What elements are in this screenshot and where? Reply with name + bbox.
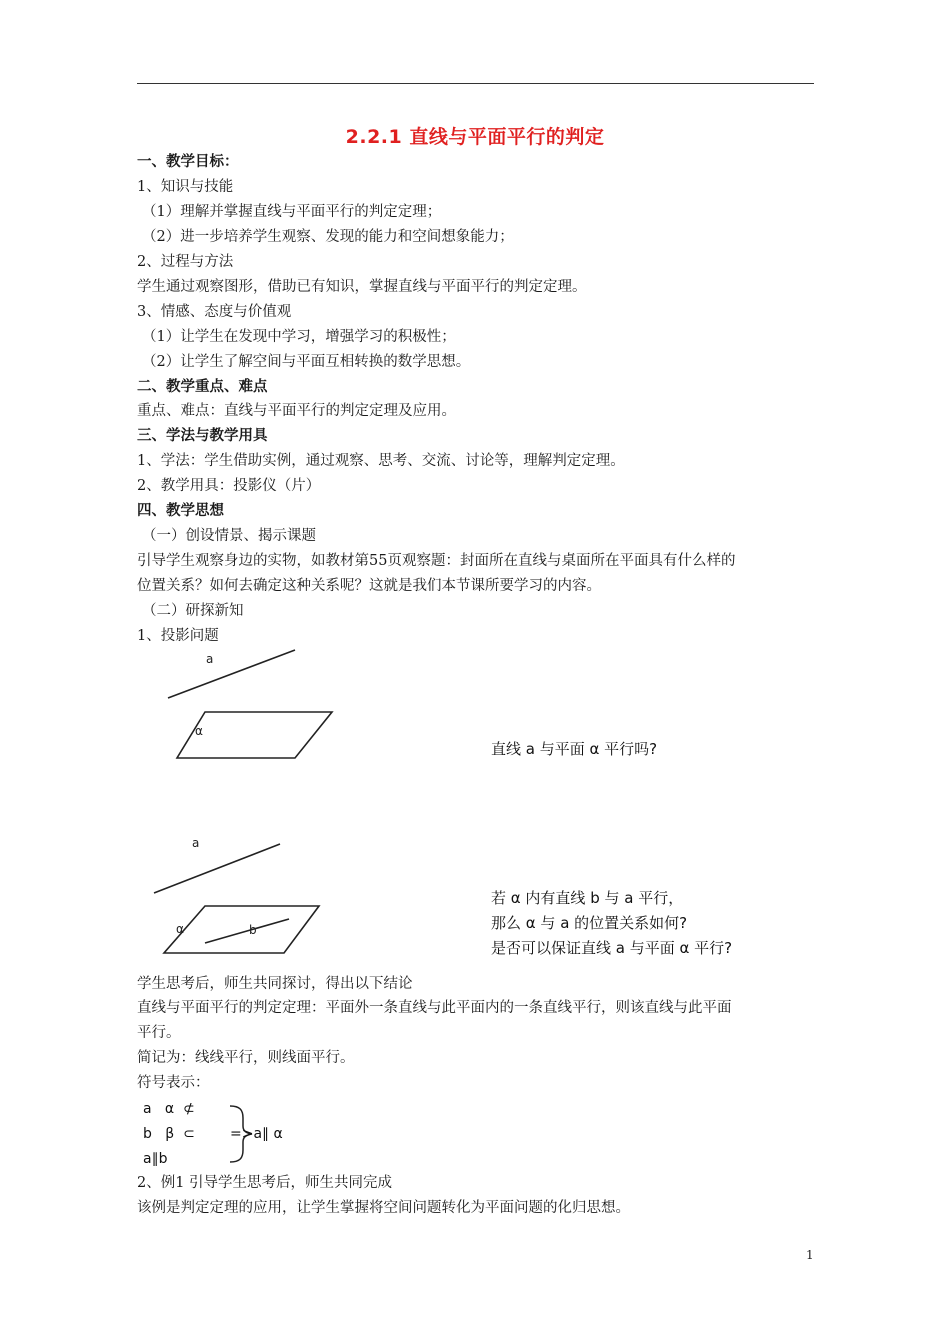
text-line: 平行。 [137, 1025, 181, 1041]
label-alpha: α [176, 922, 184, 936]
label-a: a [192, 836, 200, 850]
line-a [154, 844, 280, 893]
text-line: （2）让学生了解空间与平面互相转换的数学思想。 [142, 354, 471, 370]
figure2-question-1: 若 α 内有直线 b 与 a 平行， [491, 889, 684, 907]
text-line: 符号表示： [137, 1075, 210, 1091]
label-a: a [206, 652, 214, 666]
line-a [168, 650, 295, 698]
text-line: （一）创设情景、揭示课题 [142, 528, 316, 544]
section-heading-objectives: 一、教学目标： [137, 153, 239, 170]
symbol-result: =>a∥ α [230, 1126, 283, 1142]
symbol-row-1: a α ⊄ [143, 1101, 195, 1117]
text-line: （1）理解并掌握直线与平面平行的判定定理； [142, 204, 442, 220]
figure-line-plane-2 [145, 833, 330, 958]
text-line: 简记为：线线平行，则线面平行。 [137, 1050, 355, 1066]
text-line: 学生思考后，师生共同探讨，得出以下结论 [137, 976, 413, 992]
text-line: 该例是判定定理的应用，让学生掌握将空间问题转化为平面问题的化归思想。 [137, 1200, 630, 1216]
text-line: 3、情感、态度与价值观 [137, 304, 292, 320]
section-heading-ideas: 四、教学思想 [137, 502, 224, 519]
section-heading-methods: 三、学法与教学用具 [137, 427, 268, 444]
plane-alpha [164, 906, 319, 953]
text-line: （2）进一步培养学生观察、发现的能力和空间想象能力； [142, 229, 514, 245]
text-line: 1、投影问题 [137, 628, 219, 644]
text-line: 2、过程与方法 [137, 254, 234, 270]
symbol-row-2: b β ⊂ [143, 1126, 195, 1142]
figure2-question-2: 那么 α 与 a 的位置关系如何? [491, 914, 688, 932]
figure1-question: 直线 a 与平面 α 平行吗? [491, 740, 658, 758]
text-line: （二）研探新知 [142, 603, 244, 619]
line-b [205, 919, 289, 943]
text-line: 直线与平面平行的判定定理：平面外一条直线与此平面内的一条直线平行，则该直线与此平面 [137, 1000, 732, 1016]
text-line: 引导学生观察身边的实物，如教材第55页观察题：封面所在直线与桌面所在平面具有什么样的 [137, 553, 736, 569]
section-heading-keypoints: 二、教学重点、难点 [137, 378, 268, 395]
text-line: 重点、难点：直线与平面平行的判定定理及应用。 [137, 403, 456, 419]
symbol-row-3: a∥b [143, 1151, 168, 1167]
text-line: 位置关系？如何去确定这种关系呢？这就是我们本节课所要学习的内容。 [137, 578, 601, 594]
text-line: 学生通过观察图形，借助已有知识，掌握直线与平面平行的判定定理。 [137, 279, 587, 295]
page-title: 2.2.1 直线与平面平行的判定 [345, 126, 605, 148]
text-line: （1）让学生在发现中学习，增强学习的积极性； [142, 329, 456, 345]
text-line: 2、例1 引导学生思考后，师生共同完成 [137, 1175, 393, 1191]
text-line: 1、知识与技能 [137, 179, 234, 195]
label-b: b [249, 923, 257, 937]
text-line: 1、学法：学生借助实例，通过观察、思考、交流、讨论等，理解判定定理。 [137, 453, 625, 469]
figure-line-plane-1 [150, 645, 350, 770]
figure2-question-3: 是否可以保证直线 a 与平面 α 平行? [491, 939, 733, 957]
header-rule [137, 83, 814, 84]
page-number: 1 [806, 1248, 814, 1262]
label-alpha: α [195, 724, 203, 738]
text-line: 2、教学用具：投影仪（片） [137, 478, 321, 494]
